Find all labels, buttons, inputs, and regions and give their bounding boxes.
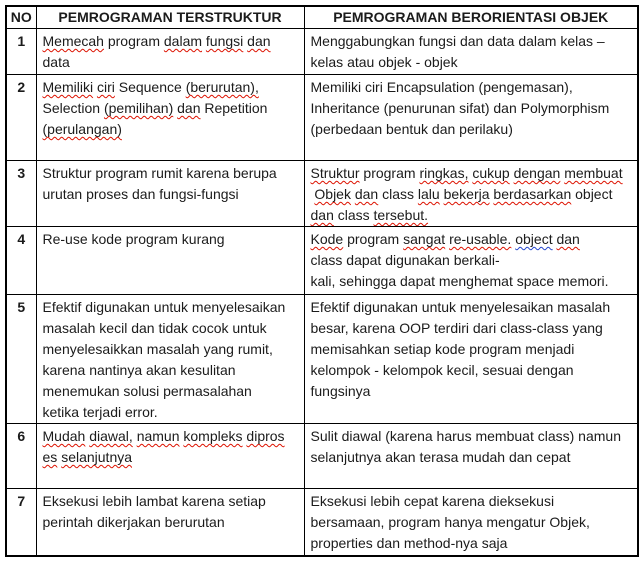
header-object-oriented-programming: PEMROGRAMAN BERORIENTASI OBJEK: [304, 6, 638, 29]
programming-comparison-table: [5, 5, 639, 557]
oop-cell: Struktur program ringkas, cukup dengan membuat Objek dan class lalu bekerja berdasarkan object dan class tersebut.: [304, 161, 638, 227]
row-number: 7: [6, 489, 36, 556]
structured-cell: Eksekusi lebih lambat karena setiap perintah dikerjakan berurutan: [36, 489, 304, 556]
oop-cell: Efektif digunakan untuk menyelesaikan masalah besar, karena OOP terdiri dari class-class yang memisahkan setiap kode program menjadi kelompok - kelompok kecil, sesuai dengan fungsinya: [304, 295, 638, 424]
table-row: [6, 295, 638, 424]
structured-cell: Re-use kode program kurang: [36, 227, 304, 295]
oop-cell: Eksekusi lebih cepat karena dieksekusi bersamaan, program hanya mengatur Objek, properties dan method-nya saja: [304, 489, 638, 556]
structured-cell: Memiliki ciri Sequence (berurutan), Selection (pemilihan) dan Repetition (perulangan): [36, 75, 304, 161]
header-no: NO: [6, 6, 36, 29]
oop-cell: Menggabungkan fungsi dan data dalam kelas – kelas atau objek - objek: [304, 29, 638, 75]
structured-cell: Mudah diawal, namun kompleks dipros es selanjutnya: [36, 424, 304, 489]
table-row: [6, 161, 638, 227]
table-header-row: [6, 6, 638, 29]
header-structured-programming: PEMROGRAMAN TERSTRUKTUR: [36, 6, 304, 29]
oop-cell: Memiliki ciri Encapsulation (pengemasan), Inheritance (penurunan sifat) dan Polymorphism (perbedaan bentuk dan perilaku): [304, 75, 638, 161]
row-number: 2: [6, 75, 36, 161]
structured-cell: Memecah program dalam fungsi dan data: [36, 29, 304, 75]
table-row: [6, 489, 638, 556]
oop-cell: Sulit diawal (karena harus membuat class) namun selanjutnya akan terasa mudah dan cepat: [304, 424, 638, 489]
oop-cell: Kode program sangat re-usable. object dan class dapat digunakan berkali- kali, sehingga dapat menghemat space memori.: [304, 227, 638, 295]
row-number: 6: [6, 424, 36, 489]
row-number: 1: [6, 29, 36, 75]
table-row: [6, 29, 638, 75]
table-row: [6, 75, 638, 161]
row-number: 3: [6, 161, 36, 227]
structured-cell: Efektif digunakan untuk menyelesaikan masalah kecil dan tidak cocok untuk menyelesaikkan masalah yang rumit, karena nantinya akan kesulitan menemukan solusi permasalahan ketika terjadi error.: [36, 295, 304, 424]
table-row: [6, 424, 638, 489]
row-number: 5: [6, 295, 36, 424]
row-number: 4: [6, 227, 36, 295]
table-row: [6, 227, 638, 295]
structured-cell: Struktur program rumit karena berupa urutan proses dan fungsi-fungsi: [36, 161, 304, 227]
